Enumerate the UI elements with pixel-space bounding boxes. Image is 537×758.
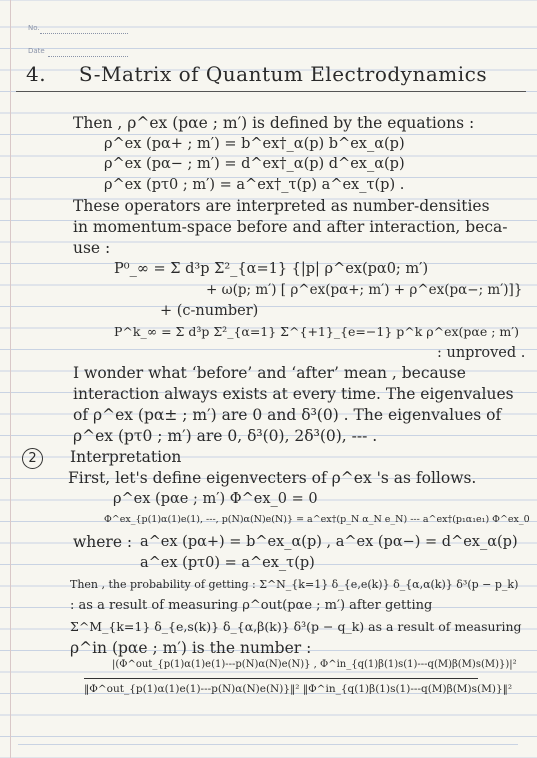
fraction-bar — [84, 678, 478, 679]
subsection-title: Interpretation — [70, 448, 182, 466]
no-label: No. — [28, 24, 40, 32]
no-field-line — [40, 33, 128, 34]
fraction-denominator: ‖Φ^out_{p(1)α(1)e(1)---p(N)α(N)e(N)}‖² ‖Φ^in_{q(1)β(1)s(1)---q(M)β(M)s(M)}‖² — [84, 683, 513, 695]
text-line: of ρ^ex (pα± ; m′) are 0 and δ³(0) . The eigenvalues of — [73, 406, 502, 424]
text-line: : as a result of measuring ρ^out(pαe ; m′) after getting — [70, 598, 433, 613]
equation-line: P⁰_∞ = Σ d³p Σ²_{α=1} {|p| ρ^ex(pα0; m′) — [114, 261, 429, 277]
equation-line: + ω(p; m′) [ ρ^ex(pα+; m′) + ρ^ex(pα−; m′)]} — [206, 282, 523, 298]
text-line: First, let's define eigenvecters of ρ^ex 's as follows. — [68, 469, 477, 487]
text-line: in momentum-space before and after interaction, beca- — [73, 218, 508, 236]
heading-underline — [16, 91, 526, 92]
date-field-line — [48, 56, 128, 57]
equation-line: a^ex (pα+) = b^ex_α(p) , a^ex (pα−) = d^ex_α(p) — [140, 534, 518, 550]
text-line: These operators are interpreted as number-densities — [73, 197, 490, 215]
bottom-rule — [18, 744, 518, 745]
equation-line: ρ^ex (pα− ; m′) = d^ex†_α(p) d^ex_α(p) — [104, 156, 405, 172]
equation-line: ρ^ex (pαe ; m′) Φ^ex_0 = 0 — [113, 491, 318, 507]
date-label: Date — [28, 47, 45, 55]
equation-line: + (c-number) — [160, 303, 259, 319]
equation-line: a^ex (pτ0) = a^ex_τ(p) — [140, 555, 315, 571]
text-line: I wonder what ‘before’ and ‘after’ mean , because — [73, 364, 466, 382]
equation-line: P^k_∞ = Σ d³p Σ²_{α=1} Σ^{+1}_{e=−1} p^k ρ^ex(pαe ; m′) — [114, 324, 519, 339]
section-number: 4. — [26, 62, 47, 86]
text-line: Then , ρ^ex (pαe ; m′) is defined by the equations : — [73, 114, 475, 132]
section-heading — [26, 62, 487, 86]
text-line: where : — [73, 533, 133, 551]
text-line: ρ^ex (pτ0 ; m′) are 0, δ³(0), 2δ³(0), --- . — [73, 427, 378, 445]
text-line: use : — [73, 239, 111, 257]
text-line: ρ^in (pαe ; m′) is the number : — [70, 639, 312, 657]
equation-line: ρ^ex (pα+ ; m′) = b^ex†_α(p) b^ex_α(p) — [104, 136, 405, 152]
fraction-numerator: |(Φ^out_{p(1)α(1)e(1)---p(N)α(N)e(N)} , Φ^in_{q(1)β(1)s(1)---q(M)β(M)s(M)})|² — [112, 659, 517, 670]
equation-line: ρ^ex (pτ0 ; m′) = a^ex†_τ(p) a^ex_τ(p) . — [104, 177, 405, 193]
text-line: Then , the probability of getting : Σ^N_{k=1} δ_{e,e(k)} δ_{α,α(k)} δ³(p − p_k) — [70, 578, 519, 591]
text-line: interaction always exists at every time. The eigenvalues — [73, 385, 514, 403]
margin-line — [10, 0, 11, 758]
remark-line: : unproved . — [437, 345, 526, 361]
section-marker: 2 — [22, 448, 43, 469]
section-title: S-Matrix of Quantum Electrodynamics — [78, 62, 488, 86]
text-line: Σ^M_{k=1} δ_{e,s(k)} δ_{α,β(k)} δ³(p − q_k) as a result of measuring — [70, 619, 522, 634]
equation-line: Φ^ex_{p(1)α(1)e(1), ---, p(N)α(N)e(N)} = a^ex†(p_N α_N e_N) --- a^ex†(p₁α₁e₁) Φ^ex_0 — [104, 514, 530, 525]
